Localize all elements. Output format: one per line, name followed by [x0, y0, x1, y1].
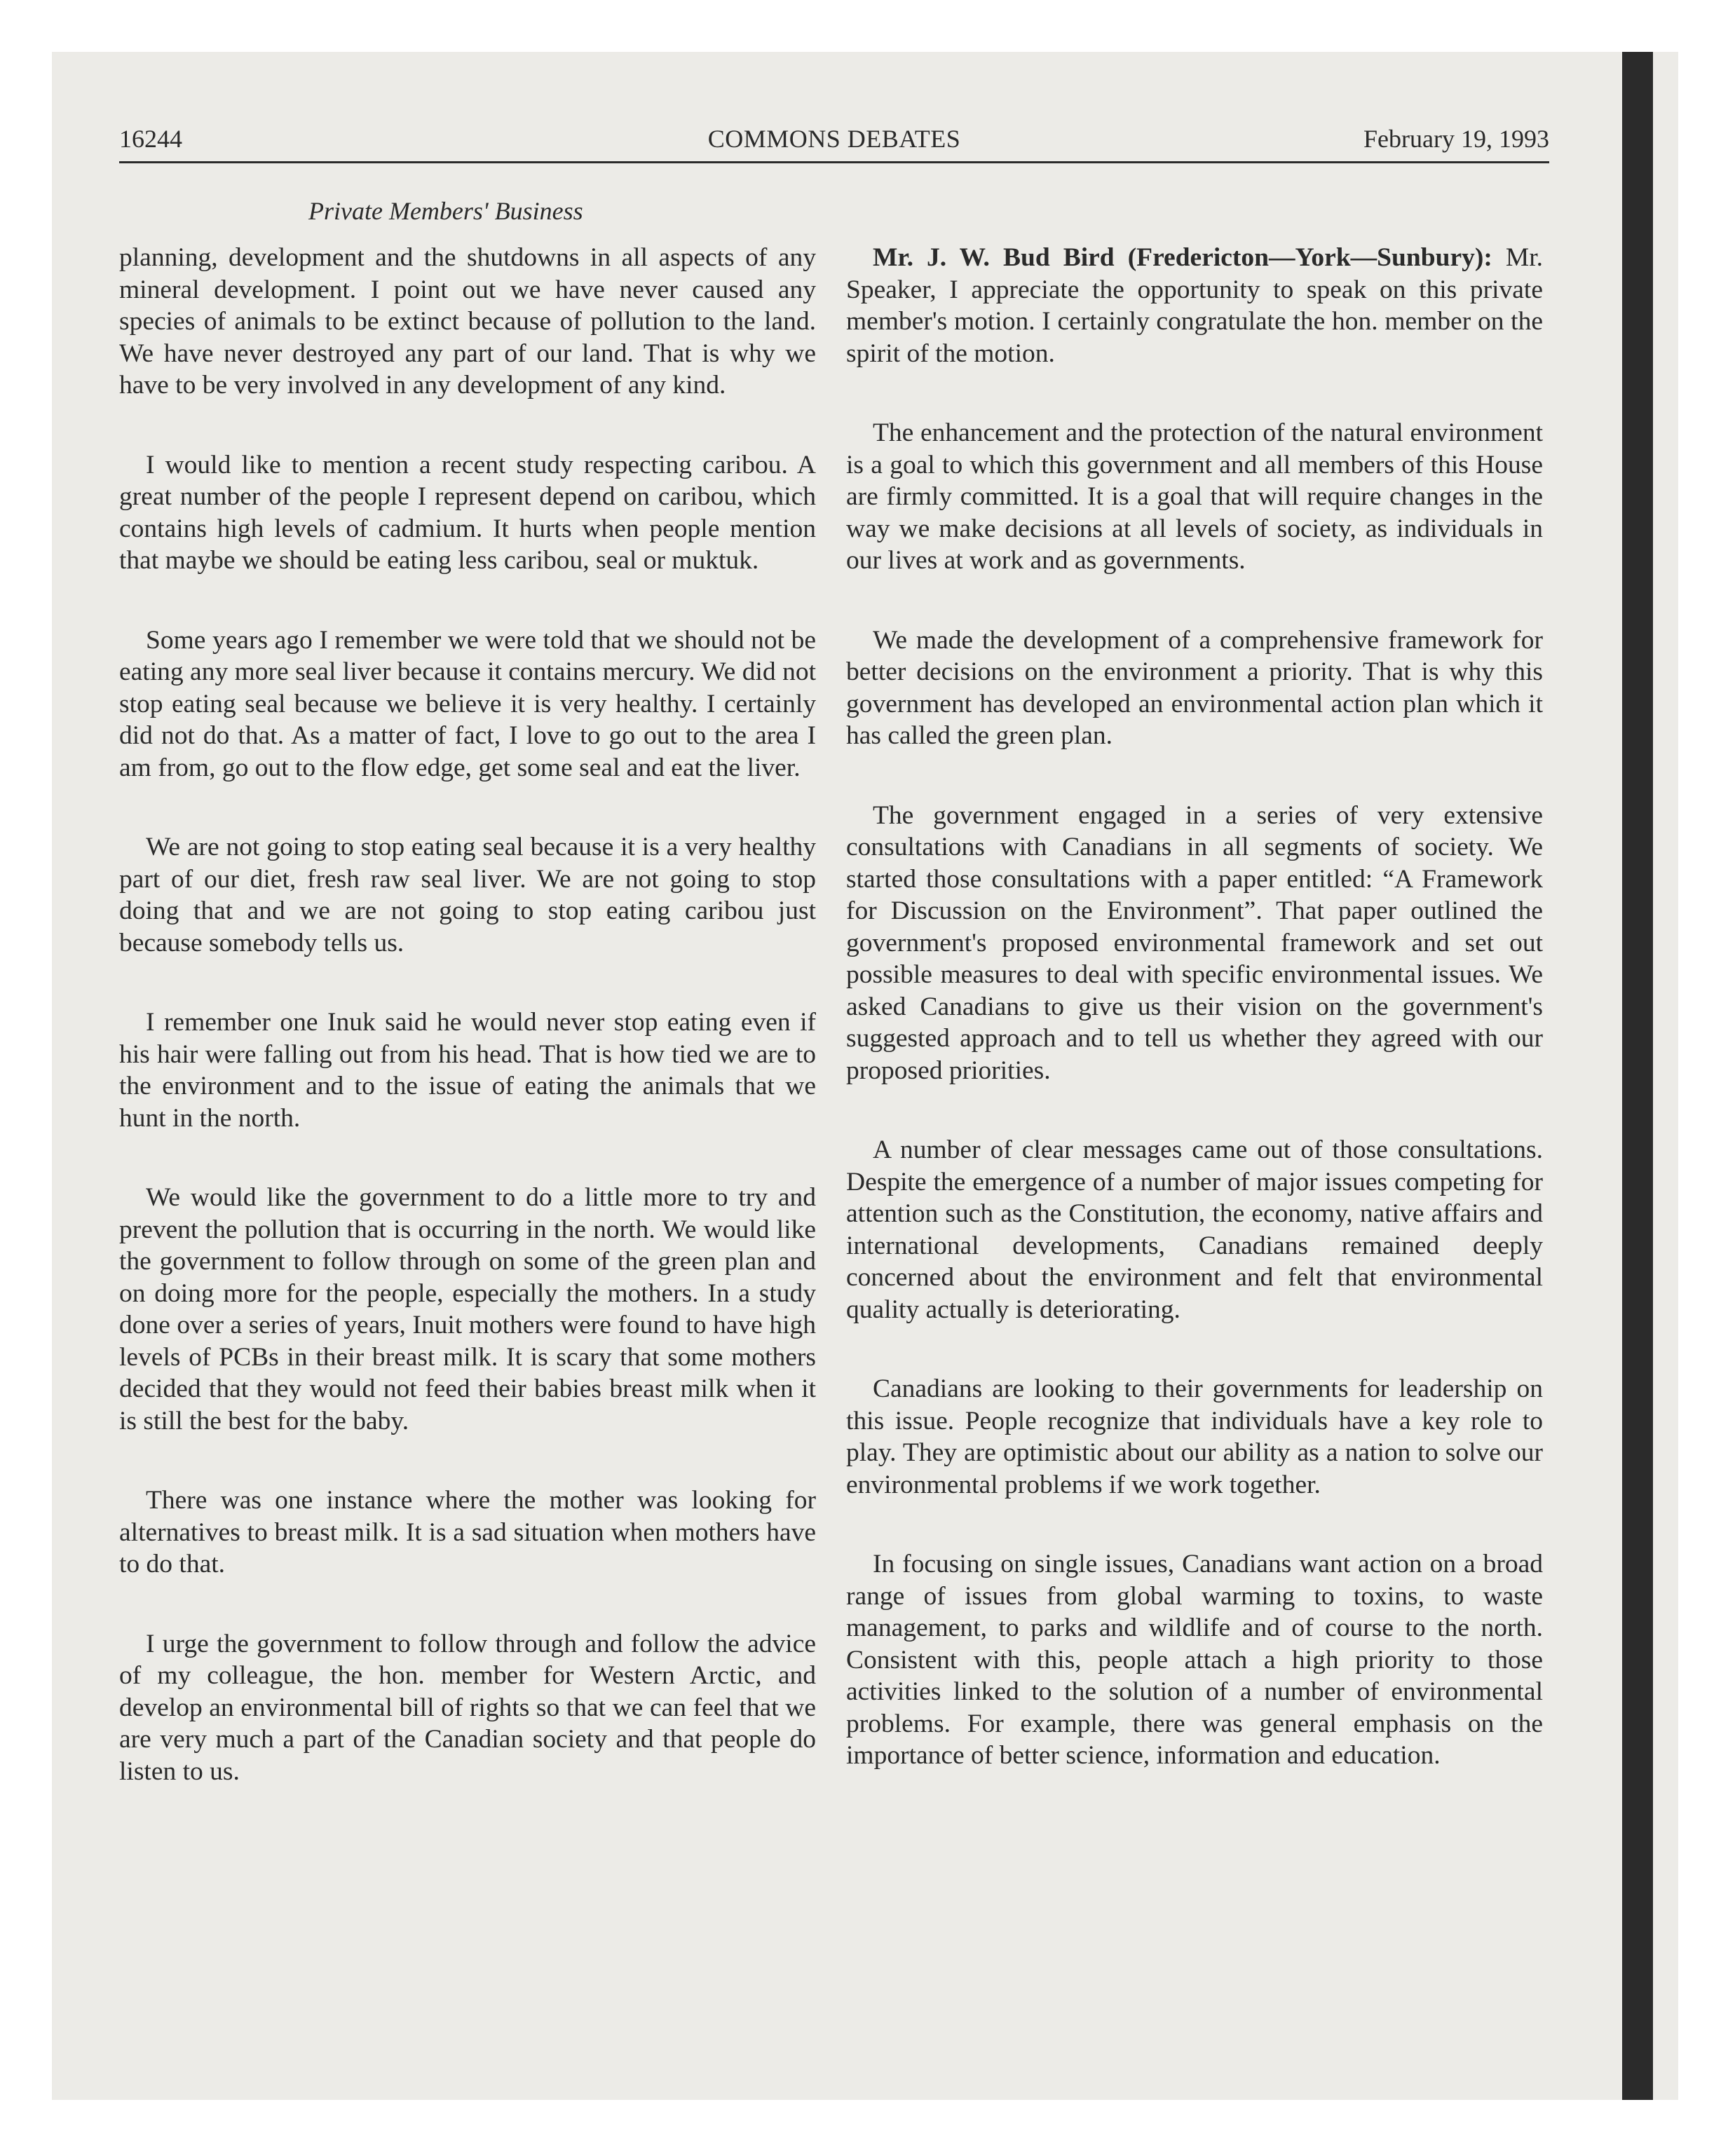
- header-rule: [119, 161, 1549, 163]
- paragraph: We are not going to stop eating seal because it is a very healthy part of our diet, fresh raw seal liver. We are not going to stop doing that and we are not going to stop eating caribou just because somebody tells us.: [119, 833, 816, 957]
- paragraph: A number of clear messages came out of those consultations. Despite the emergence of a number of major issues competing for attention such as the Constitution, the economy, native affairs and international developments, Canadians remained deeply concerned about the environment and felt that environmental quality actually is deteriorating.: [846, 1135, 1543, 1324]
- speaker-paragraph: [846, 242, 1543, 369]
- paragraph: The government engaged in a series of very extensive consultations with Canadians in all segments of society. We started those consultations with a paper entitled: “A Framework for Discussion on the Environment”. That paper outlined the government's proposed environmental framework and set out possible measures to deal with specific environmental issues. We asked Canadians to give us their vision on the government's suggested approach and to tell us whether they agreed with our proposed priorities.: [846, 800, 1543, 1085]
- paragraph: I would like to mention a recent study respecting caribou. A great number of the people I represent depend on caribou, which contains high levels of cadmium. It hurts when people mention that maybe we should be eating less caribou, seal or muktuk.: [119, 450, 816, 575]
- section-title: Private Members' Business: [308, 197, 583, 225]
- journal-title: COMMONS DEBATES: [707, 125, 961, 153]
- paragraph: The enhancement and the protection of the natural environment is a goal to which this government and all members of this House are firmly committed. It is a goal that will require changes in the way we make decisions at all levels of society, as individuals in our lives at work and as governments.: [846, 418, 1543, 575]
- page-header: [119, 118, 1549, 160]
- paragraph: Some years ago I remember we were told that we should not be eating any more seal liver because it contains mercury. We did not stop eating seal because we believe it is very healthy. I certainly did not do that. As a matter of fact, I love to go out to the area I am from, go out to the flow edge, get some seal and eat the liver.: [119, 625, 816, 782]
- paragraph: Canadians are looking to their governments for leadership on this issue. People recognize that individuals have a key role to play. They are optimistic about our ability as a nation to solve our environmental problems if we work together.: [846, 1374, 1543, 1499]
- paragraph: I remember one Inuk said he would never stop eating even if his hair were falling out from his head. That is how tied we are to the environment and to the issue of eating the animals that we hunt in the north.: [119, 1008, 816, 1133]
- speaker-name: Mr. J. W. Bud Bird (Fredericton—York—Sunbury):: [873, 243, 1492, 272]
- paragraph: There was one instance where the mother was looking for alternatives to breast milk. It is a sad situation when mothers have to do that.: [119, 1486, 816, 1578]
- page-number: 16244: [119, 125, 182, 153]
- paragraph: We made the development of a comprehensive framework for better decisions on the environment a priority. That is why this government has developed an environmental action plan which it has called the green plan.: [846, 625, 1543, 750]
- paragraph: I urge the government to follow through and follow the advice of my colleague, the hon. member for Western Arctic, and develop an environmental bill of rights so that we can feel that we are very much a part of the Canadian society and that people do listen to us.: [119, 1629, 816, 1786]
- scan-edge-shadow: [1622, 52, 1653, 2100]
- left-column: [119, 242, 816, 1835]
- paragraph: In focusing on single issues, Canadians want action on a broad range of issues from global warming to toxins, to waste management, to parks and wildlife and of course to the north. Consistent with this, people attach a high priority to those activities linked to the solution of a number of environmental problems. For example, there was general emphasis on the importance of better science, information and education.: [846, 1550, 1543, 1770]
- speaker-text: Mr. Speaker, I appreciate the opportunity to speak on this private member's motion. I certainly congratulate the hon. member on the spirit of the motion.: [846, 243, 1544, 368]
- publication-date: February 19, 1993: [1363, 125, 1549, 153]
- paragraph: planning, development and the shutdowns in all aspects of any mineral development. I point out we have never caused any species of animals to be extinct because of pollution to the land. We have never destroyed any part of our land. That is why we have to be very involved in any development of any kind.: [119, 243, 816, 400]
- right-column: [846, 242, 1543, 1820]
- paragraph: We would like the government to do a little more to try and prevent the pollution that is occurring in the north. We would like the government to follow through on some of the green plan and on doing more for the people, especially the mothers. In a study done over a series of years, Inuit mothers were found to have high levels of PCBs in their breast milk. It is scary that some mothers decided that they would not feed their babies breast milk when it is still the best for the baby.: [119, 1183, 816, 1435]
